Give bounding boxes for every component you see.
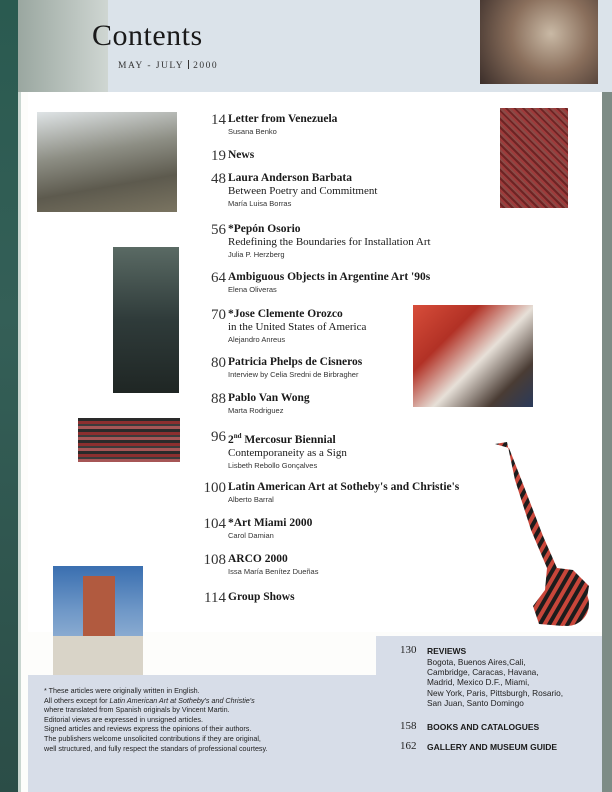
entry-subtitle: Redefining the Boundaries for Installation Art bbox=[228, 236, 431, 248]
artwork-sculpture-photo bbox=[113, 247, 179, 393]
entry-author: Alberto Barral bbox=[228, 495, 274, 504]
entry-author: Marta Rodriguez bbox=[228, 406, 284, 415]
entry-title bbox=[228, 429, 508, 447]
magazine-spine bbox=[0, 0, 18, 792]
issue-year: 2000 bbox=[193, 61, 219, 71]
reviews-title[interactable]: REVIEWS bbox=[427, 646, 467, 656]
entry-title: Pablo Van Wong bbox=[228, 392, 310, 404]
entry-author: Julia P. Herzberg bbox=[228, 250, 285, 259]
page-edge bbox=[602, 92, 612, 792]
entry-page-number: 56 bbox=[211, 222, 226, 238]
entry-page-number: 100 bbox=[203, 480, 226, 496]
entry-title: News bbox=[228, 149, 255, 161]
city-line: Bogota, Buenos Aires,Cali, bbox=[427, 657, 526, 667]
note-line bbox=[44, 696, 374, 706]
entry-title-ordinal-suffix: nd bbox=[233, 432, 242, 440]
entry-title: Latin American Art at Sotheby's and Christie's bbox=[228, 481, 460, 493]
note-line: Signed articles and reviews express the opinions of their authors. bbox=[44, 724, 252, 734]
entry-page-number: 104 bbox=[203, 516, 226, 532]
issue-dates bbox=[118, 60, 218, 71]
entry-title: ARCO 2000 bbox=[228, 553, 288, 565]
entry-title: Ambiguous Objects in Argentine Art '90s bbox=[228, 271, 431, 283]
header-photo-right bbox=[480, 0, 598, 84]
note-line: The publishers welcome unsolicited contributions if they are original, bbox=[44, 733, 261, 743]
entry-page-number: 88 bbox=[211, 391, 226, 407]
note-italic-title: Latin American Art at Sotheby's and Christie's bbox=[109, 695, 255, 705]
note-text: All others except for bbox=[44, 695, 110, 705]
note-line: where translated from Spanish originals by Vincent Martin. bbox=[44, 705, 230, 715]
entry-author: Lisbeth Rebollo Gonçalves bbox=[228, 460, 318, 470]
tower-base bbox=[53, 636, 143, 676]
entry-page-number: 64 bbox=[211, 270, 226, 286]
note-line: * These articles were originally written in English. bbox=[44, 686, 200, 695]
editorial-notes bbox=[44, 686, 374, 753]
entry-page-number: 114 bbox=[204, 590, 226, 606]
entry-author: Alejandro Anreus bbox=[228, 335, 286, 344]
entry-author: Susana Benko bbox=[228, 127, 277, 136]
entry-author: Interview by Celia Sredni de Birbragher bbox=[228, 370, 359, 379]
entry-author: Carol Damian bbox=[228, 531, 274, 540]
artwork-stacked-books bbox=[78, 418, 180, 462]
entry-page-number: 14 bbox=[211, 112, 226, 128]
artwork-tower-photo bbox=[53, 566, 143, 676]
entry-page-number: 70 bbox=[211, 307, 226, 323]
entry-title: *Art Miami 2000 bbox=[228, 517, 313, 529]
reviews-page-number: 130 bbox=[400, 644, 417, 656]
entry-title-rest: Mercosur Biennial bbox=[241, 433, 336, 446]
entry-subtitle: in the United States of America bbox=[228, 321, 367, 333]
artwork-house-photo bbox=[37, 112, 177, 212]
books-title[interactable]: BOOKS AND CATALOGUES bbox=[427, 722, 540, 732]
entry-title: Patricia Phelps de Cisneros bbox=[228, 356, 363, 368]
tower-red-block bbox=[83, 576, 115, 636]
entry-author: Issa María Benítez Dueñas bbox=[228, 567, 319, 576]
city-line: Madrid, Mexico D.F., Miami, bbox=[427, 677, 530, 688]
guide-title[interactable]: GALLERY AND MUSEUM GUIDE bbox=[427, 742, 558, 752]
entry-page-number: 80 bbox=[211, 355, 226, 371]
entry-title: *Jose Clemente Orozco bbox=[228, 308, 343, 320]
entry-subtitle: Contemporaneity as a Sign bbox=[228, 446, 347, 459]
guide-page-number: 162 bbox=[400, 740, 417, 752]
entry-page-number: 19 bbox=[211, 148, 226, 164]
issue-months: MAY - JULY bbox=[118, 61, 185, 71]
page-title: Contents bbox=[92, 19, 203, 52]
artwork-red-texture bbox=[500, 108, 568, 208]
entry-title: *Pepón Osorio bbox=[228, 223, 301, 235]
page-title-box bbox=[92, 20, 227, 52]
entry-title-ordinal: 2 bbox=[228, 433, 234, 446]
books-page-number: 158 bbox=[400, 720, 417, 732]
entry-author: María Luisa Borras bbox=[228, 199, 292, 208]
city-line: Cambridge, Caracas, Havana, bbox=[427, 667, 539, 678]
city-line: San Juan, Santo Domingo bbox=[427, 697, 524, 708]
entry-page-number: 108 bbox=[203, 552, 226, 568]
entry-subtitle: Between Poetry and Commitment bbox=[228, 185, 378, 197]
reviews-cities bbox=[427, 657, 592, 708]
entry-author: Elena Oliveras bbox=[228, 285, 277, 294]
entry-title: Laura Anderson Barbata bbox=[228, 172, 352, 184]
note-line: Editorial views are expressed in unsigned articles. bbox=[44, 714, 204, 724]
date-separator bbox=[188, 60, 189, 69]
entry-page-number: 48 bbox=[211, 171, 226, 187]
entry-title: Group Shows bbox=[228, 591, 295, 603]
entry-title: Letter from Venezuela bbox=[228, 113, 338, 125]
entry-page-number: 96 bbox=[211, 429, 226, 445]
city-line: New York, Paris, Pittsburgh, Rosario, bbox=[427, 687, 564, 698]
note-line: well structured, and fully respect the standars of professional courtesy. bbox=[44, 743, 268, 753]
